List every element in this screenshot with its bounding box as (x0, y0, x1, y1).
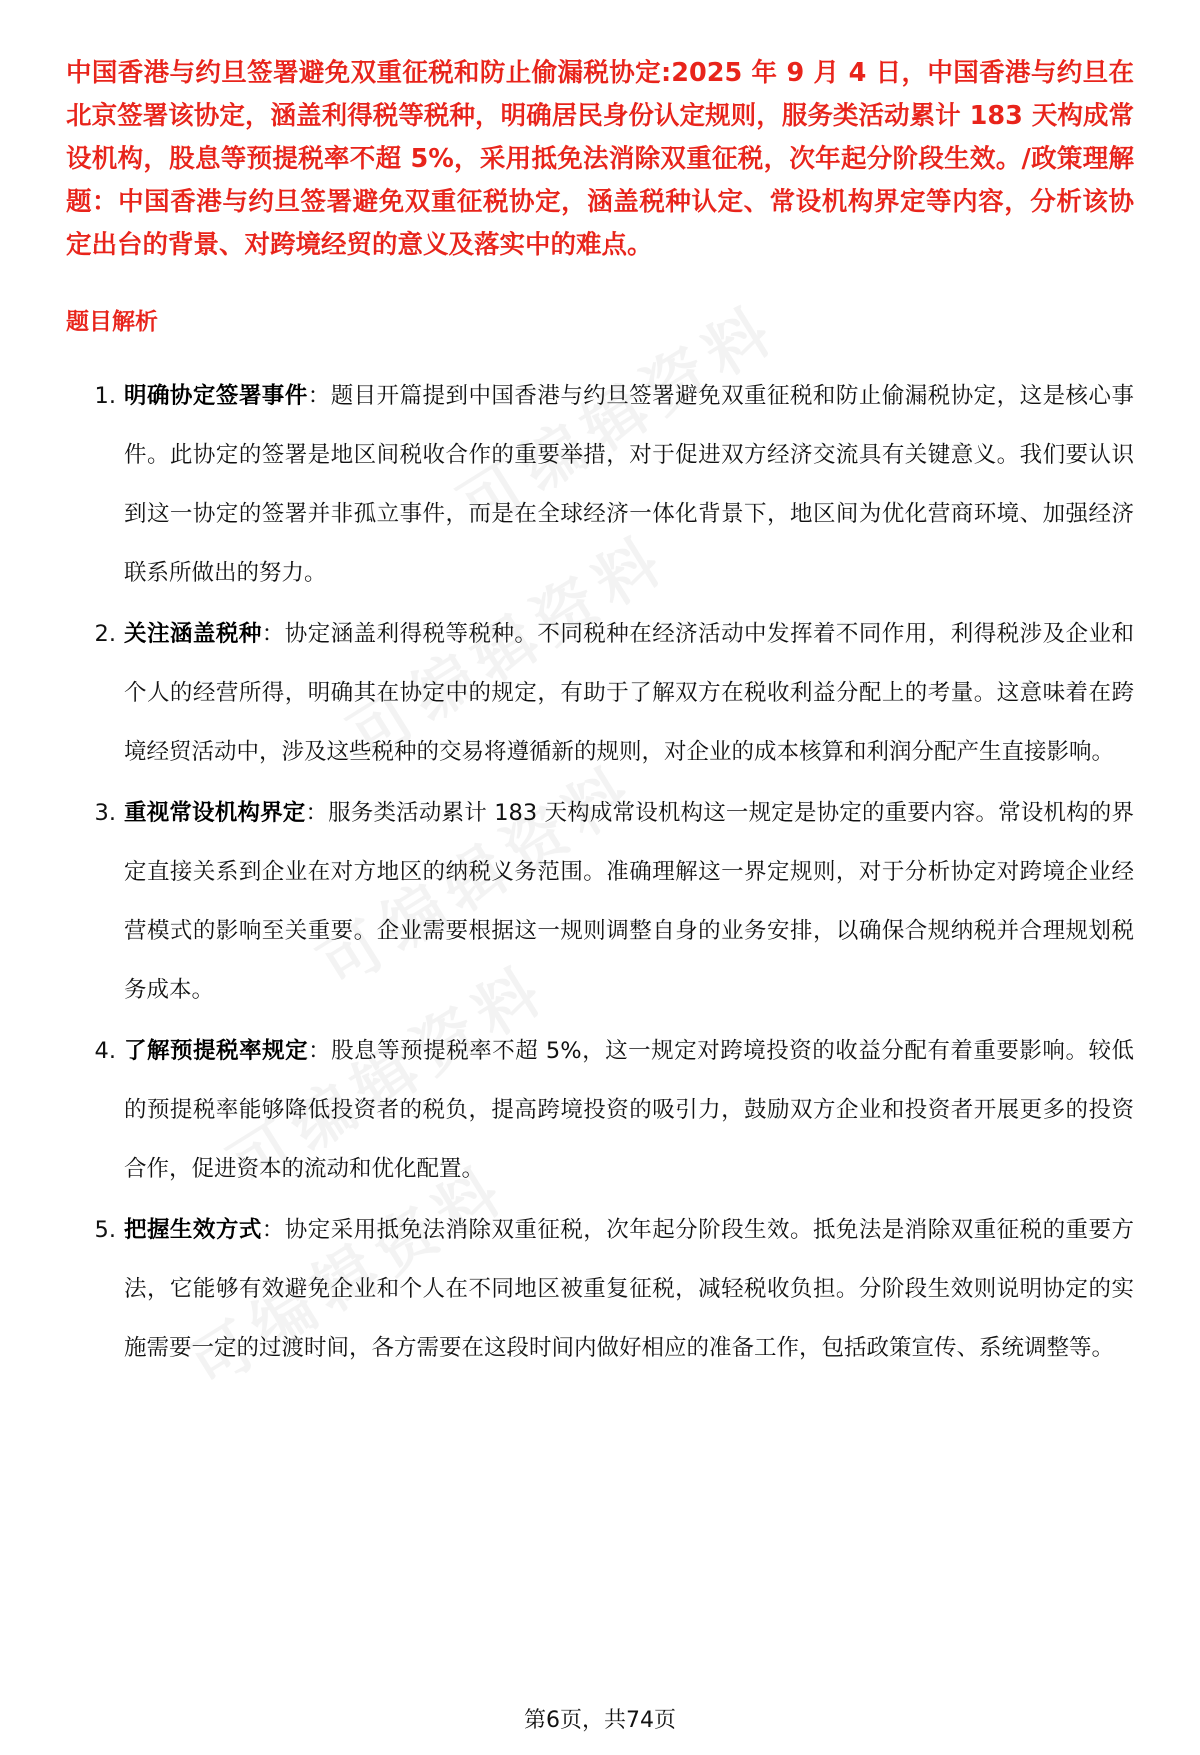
list-item-number: 4. (94, 1038, 116, 1064)
list-item (66, 367, 1134, 603)
list-item-separator: ： (261, 1217, 285, 1243)
list-item (66, 605, 1134, 782)
list-item-number: 1. (94, 383, 116, 409)
list-item-body: 协定涵盖利得税等税种。不同税种在经济活动中发挥着不同作用，利得税涉及企业和个人的经营所得，明确其在协定中的规定，有助于了解双方在税收利益分配上的考量。这意味着在跨境经贸活动中，涉及这些税种的交易将遵循新的规则，对企业的成本核算和利润分配产生直接影响。 (124, 621, 1134, 765)
list-item-separator: ： (305, 800, 329, 826)
list-item-lead: 了解预提税率规定 (124, 1038, 309, 1064)
list-item-body: 服务类活动累计 183 天构成常设机构这一规定是协定的重要内容。常设机构的界定直接关系到企业在对方地区的纳税义务范围。准确理解这一界定规则，对于分析协定对跨境企业经营模式的影响至关重要。企业需要根据这一规则调整自身的业务安排，以确保合规纳税并合理规划税务成本。 (124, 800, 1134, 1003)
list-item-separator: ： (261, 621, 285, 647)
list-item-number: 2. (94, 621, 116, 647)
list-item-separator: ： (307, 383, 331, 409)
document-title-paragraph: 中国香港与约旦签署避免双重征税和防止偷漏税协定:2025 年 9 月 4 日，中国香港与约旦在北京签署该协定，涵盖利得税等税种，明确居民身份认定规则，服务类活动累计 183 天构成常设机构，股息等预提税率不超 5%，采用抵免法消除双重征税，次年起分阶段生效。/政策理解题：中国香港与约旦签署避免双重征税协定，涵盖税种认定、常设机构界定等内容，分析该协定出台的背景、对跨境经贸的意义及落实中的难点。 (66, 58, 1134, 260)
list-item-lead: 关注涵盖税种 (124, 621, 262, 647)
page-footer: 第6页，共74页 (524, 1708, 676, 1733)
list-item-body: 股息等预提税率不超 5%，这一规定对跨境投资的收益分配有着重要影响。较低的预提税率能够降低投资者的税负，提高跨境投资的吸引力，鼓励双方企业和投资者开展更多的投资合作，促进资本的流动和优化配置。 (124, 1038, 1134, 1182)
section-heading: 题目解析 (66, 309, 158, 335)
list-item-body: 题目开篇提到中国香港与约旦签署避免双重征税和防止偷漏税协定，这是核心事件。此协定的签署是地区间税收合作的重要举措，对于促进双方经济交流具有关键意义。我们要认识到这一协定的签署并非孤立事件，而是在全球经济一体化背景下，地区间为优化营商环境、加强经济联系所做出的努力。 (124, 383, 1134, 586)
list-item (66, 1022, 1134, 1199)
list-item-lead: 重视常设机构界定 (124, 800, 306, 826)
list-item-number: 5. (94, 1217, 116, 1243)
list-item-body: 协定采用抵免法消除双重征税，次年起分阶段生效。抵免法是消除双重征税的重要方法，它能够有效避免企业和个人在不同地区被重复征税，减轻税收负担。分阶段生效则说明协定的实施需要一定的过渡时间，各方需要在这段时间内做好相应的准备工作，包括政策宣传、系统调整等。 (124, 1217, 1134, 1361)
list-item (66, 1201, 1134, 1378)
list-item (66, 784, 1134, 1020)
list-item-lead: 明确协定签署事件 (124, 383, 308, 409)
list-item-lead: 把握生效方式 (124, 1217, 262, 1243)
list-item-separator: ： (308, 1038, 332, 1064)
list-item-number: 3. (94, 800, 116, 826)
analysis-list (66, 367, 1134, 1378)
